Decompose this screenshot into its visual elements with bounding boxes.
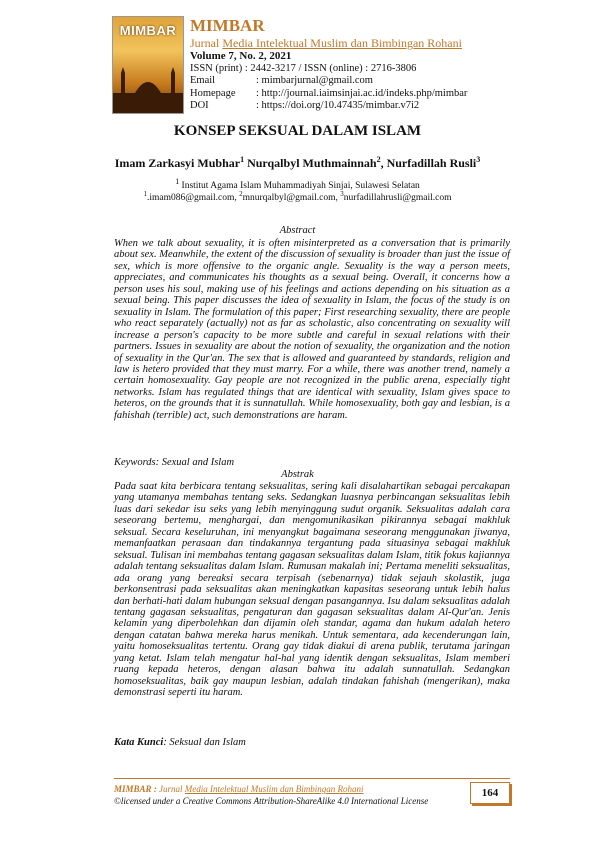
footer-link[interactable]: Media Intelektual Muslim dan Bimbingan Rohani <box>184 784 364 794</box>
journal-subtitle-prefix: Jurnal <box>190 36 220 50</box>
email-2[interactable]: mnurqalbyl@gmail.com, <box>242 193 338 204</box>
email-3[interactable]: nurfadillahrusli@gmail.com <box>343 193 452 204</box>
footer-journal <box>114 784 364 794</box>
journal-subtitle-link[interactable]: Media Intelektual Muslim dan Bimbingan Rohani <box>222 36 462 50</box>
footer-prefix: Jurnal <box>159 784 183 794</box>
author-3-name: Nurfadillah Rusli <box>386 156 477 170</box>
abstrak-body: Pada saat kita berbicara tentang seksualitas, sering kali disalahartikan sebagai percakapan yang utamanya membahas tentang seks. Sedangkan luasnya perbincangan seksualitas lebih luas dari sekedar isu seks yang lebih menyinggung sudut organik. Seksualitas adalah cara seseorang bertemu, menghargai, dan mengomunikasikan pikirannya sebagai makhluk seksual. Secara keseluruhan, ini menyangkut bagaimana seseorang menggunakan jiwanya, memanfaatkan perasaan dan tindakannya tergantung pada situasinya sebagai makhluk seksual. Tulisan ini membahas tentang gagasan seksualitas dalam Islam, titik fokus kajiannya adalah tentang seksualitas dalam Islam. Rumusan makalah ini; Pertama meneliti seksualitas, ada orang yang bereaksi secara terpisah (sebenarnya) tidak sejauh skolastik, juga berkonsentrasi pada seksualitas akan meningkatkan kapasitas seseorang untuk lebih halus dan berhati-hati dalam hubungan seksual dengan pasangannya. Isu dalam seksualitas adalah tentang gagasan seksualitas, pengaturan dan gagasan seksualitas dalam Al-Qur'an. Jenis kelamin yang diperbolehkan dan dijamin oleh standar, agama dan hukum adalah hetero dengan catatan bahwa mereka harus menikah. Untuk sementara, ada kecenderungan lain, yaitu homoseksualitas tertentu. Orang gay tidak diakui di arena publik, terutama jaringan yang ketat. Islam telah mengatur hal-hal yang identik dengan seksualitas, Islam memberi ruang kepada heteros, dengan alasan bahwa itu adalah sunnatullah. Sedangkan homoseksualitas, baik gay maupun lesbian, adalah tindakan fahishah (mengerikan), maka demonstrasi seperti itu haram. <box>114 481 510 699</box>
affiliation-sup: 1 <box>175 177 180 186</box>
affiliation-text: Institut Agama Islam Muhammadiyah Sinjai, Sulawesi Selatan <box>181 181 420 192</box>
author-2-name: Nurqalbyl Muthmainnah <box>247 156 377 170</box>
meta-key: Homepage <box>190 87 236 99</box>
author-list: Imam Zarkasyi Mubhar$^1$ Nurqalbyl Muthmainnah$^2$, Nurfadillah Rusli$^3$ <box>114 155 481 170</box>
email-2-sup: 2 <box>239 190 243 198</box>
mosque-silhouette-icon <box>113 53 183 113</box>
abstrak-keywords-value: : Seksual dan Islam <box>163 737 246 748</box>
journal-subtitle <box>190 36 467 50</box>
meta-row-doi <box>190 100 467 113</box>
meta-value[interactable]: : mimbarjurnal@gmail.com <box>256 75 373 87</box>
abstrak-keywords <box>114 737 246 748</box>
meta-list <box>190 75 467 113</box>
footer-divider <box>114 778 510 779</box>
meta-row-email <box>190 75 467 88</box>
cover-title: MIMBAR <box>119 23 177 38</box>
journal-name: MIMBAR <box>190 16 265 35</box>
abstract-keywords: Keywords: Sexual and Islam <box>114 457 235 468</box>
meta-value[interactable]: : http://journal.iaimsinjai.ac.id/indeks.php/mimbar <box>256 87 468 99</box>
meta-value[interactable]: : https://doi.org/10.47435/mimbar.v7i2 <box>256 100 420 112</box>
author-3-sup: 3 <box>476 155 481 164</box>
abstrak-keywords-label: Kata Kunci <box>114 737 164 748</box>
meta-key: DOI <box>190 100 209 112</box>
journal-header <box>190 16 467 113</box>
abstract-body: When we talk about sexuality, it is often misinterpreted as a conversation that is primarily about sex. Meanwhile, the extent of the discussion of sexuality is broader than just the issue of sex, which is more offensive to the organic angle. Sexuality is the way a person meets, appreciates, and communicates his thoughts as a sexual being. Overall, it concerns how a person uses his soul, making use of his feelings and actions depending on his situation as a sexual being. This paper discusses the idea of sexuality in Islam, the focus of the study is on sexuality in Islam. The formulation of this paper; First researching sexuality, there are people who react separately (actually) not as far as scholastic, also concentrating on sexuality will increase a person's capacity to be more subtle and careful in sexual relations with their partners. Issues in sexuality are about the notion of sexuality, the organization and the notion of sexuality in the Qur'an. The sex that is allowed and guaranteed by standards, religion and law is hetero provided that they must marry. For a while, there was another trend, namely a certain homosexuality. Gay people are not recognized in the public arena, especially tight networks. Islam has regulated things that are identical with sexuality, Islam gives space to heteros, on the grounds that it is sunnatullah. While homosexuality, both gay and lesbian, is a fahishah (terrible) act, such demonstrations are haram. <box>114 238 510 421</box>
abstrak-heading: Abstrak <box>281 469 314 480</box>
meta-row-homepage <box>190 88 467 101</box>
journal-cover-image <box>112 16 184 114</box>
issn-info: ISSN (print) : 2442-3217 / ISSN (online) : 2716-3806 <box>190 62 417 74</box>
volume-info: Volume 7, No. 2, 2021 <box>190 50 292 62</box>
footer-license[interactable]: ©licensed under a Creative Commons Attribution-ShareAlike 4.0 International License <box>114 796 429 806</box>
email-1-sup: 1 <box>143 190 147 198</box>
page-number: 164 <box>470 782 510 804</box>
footer-journal-name: MIMBAR : <box>114 784 157 794</box>
author-emails <box>0 190 595 203</box>
email-3-sup: 3 <box>340 190 344 198</box>
abstract-heading: Abstract <box>279 225 316 236</box>
author-1-sup: 1 <box>240 155 245 164</box>
article-title: KONSEP SEKSUAL DALAM ISLAM <box>173 123 422 139</box>
author-2-sup: 2 <box>376 155 381 164</box>
email-1[interactable]: .imam086@gmail.com, <box>147 193 237 204</box>
author-1-name: Imam Zarkasyi Mubhar <box>114 156 241 170</box>
meta-key: Email <box>190 75 216 87</box>
